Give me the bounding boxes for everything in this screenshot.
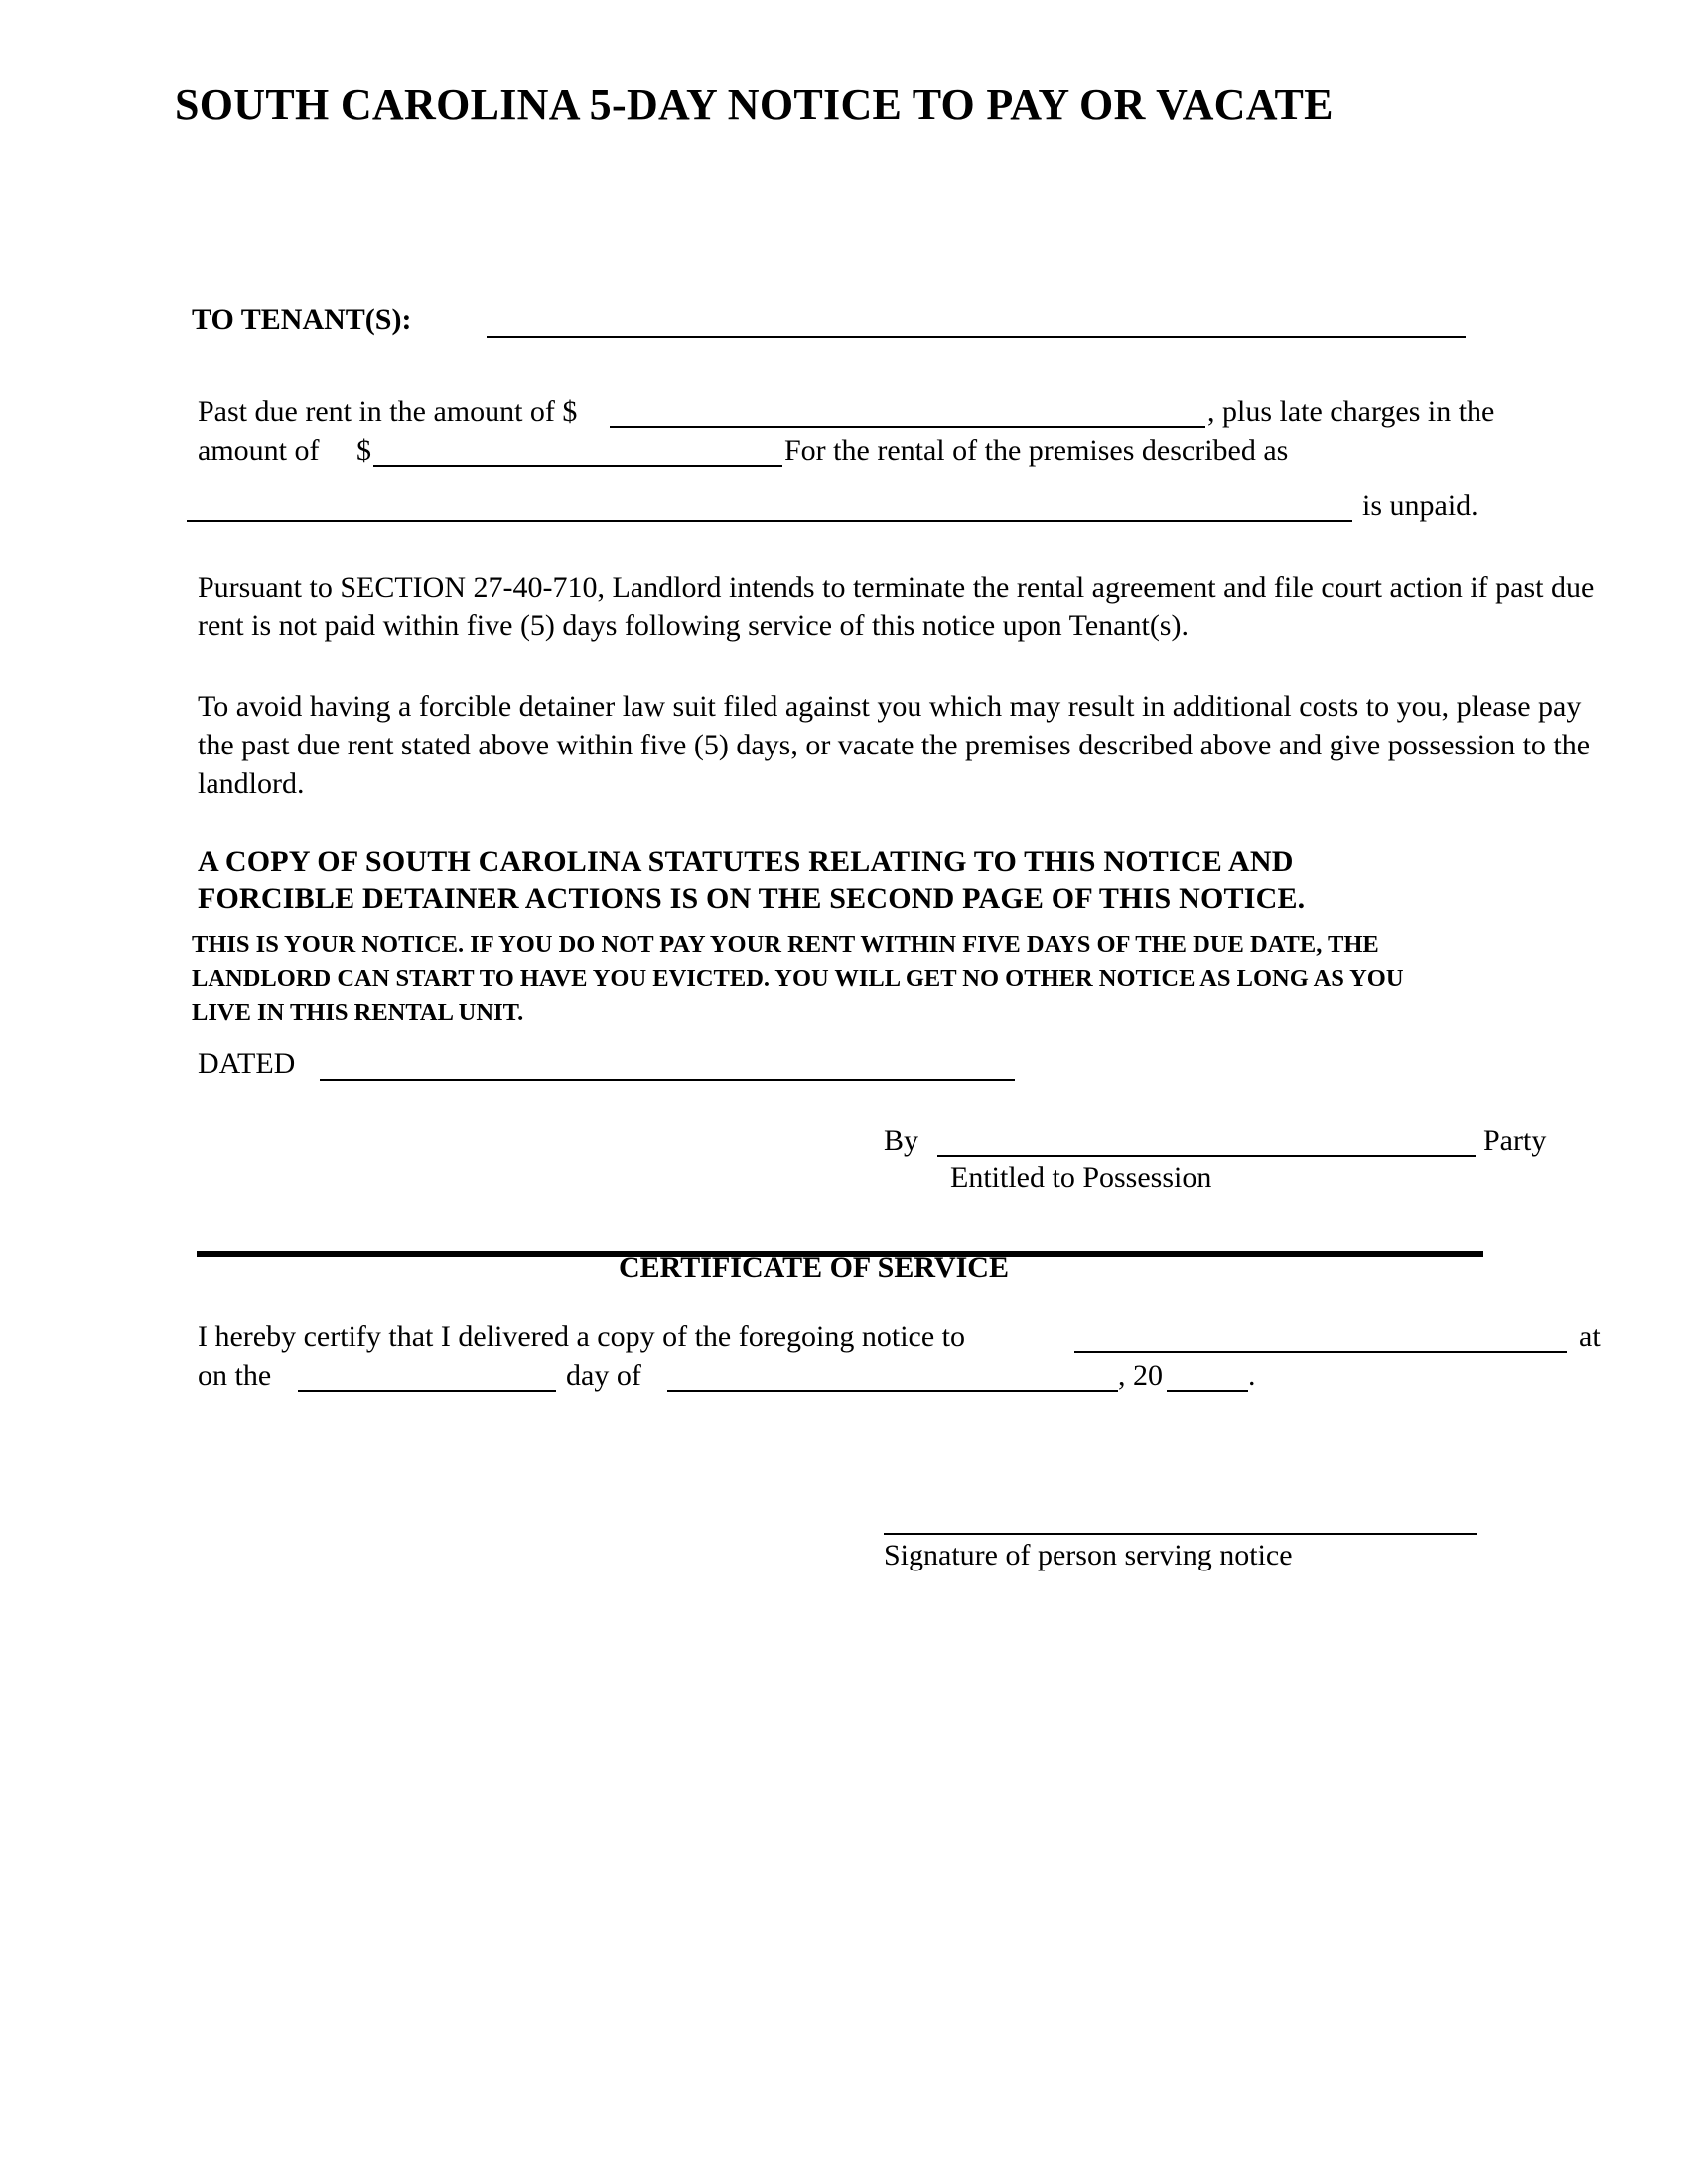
pursuant-paragraph: Pursuant to SECTION 27-40-710, Landlord intends to terminate the rental agreement and file court action if past due rent is not paid within five (5) days following service of this notice upon Tenant(s). (198, 571, 1595, 642)
tenant-name-field[interactable] (487, 336, 1466, 338)
amount-of-label: amount of (198, 434, 320, 467)
eviction-notice-line1: THIS IS YOUR NOTICE. IF YOU DO NOT PAY YOUR RENT WITHIN FIVE DAYS OF THE DUE DATE, THE (192, 931, 1379, 958)
on-the-label: on the (198, 1359, 272, 1392)
page-title: SOUTH CAROLINA 5-DAY NOTICE TO PAY OR VACATE (175, 80, 1334, 129)
party-label: Party (1483, 1124, 1547, 1157)
premises-description-field[interactable] (187, 520, 1352, 522)
eviction-notice-line3: LIVE IN THIS RENTAL UNIT. (192, 999, 524, 1025)
late-charges-amount-field[interactable] (373, 465, 782, 467)
server-signature-label: Signature of person serving notice (884, 1539, 1293, 1571)
past-due-amount-field[interactable] (610, 426, 1205, 428)
dated-label: DATED (198, 1047, 296, 1080)
statutes-notice-line1: A COPY OF SOUTH CAROLINA STATUTES RELATING TO THIS NOTICE AND (198, 845, 1294, 878)
period: . (1248, 1359, 1256, 1392)
eviction-notice-line2: LANDLORD CAN START TO HAVE YOU EVICTED. YOU WILL GET NO OTHER NOTICE AS LONG AS YOU (192, 965, 1404, 992)
tenant-label: TO TENANT(S): (192, 303, 412, 336)
server-signature-field[interactable] (884, 1533, 1477, 1535)
dated-field[interactable] (320, 1079, 1015, 1081)
avoid-paragraph: To avoid having a forcible detainer law suit filed against you which may result in additional costs to you, please pay the past due rent stated above within five (5) days, or vacate the premises described above and give possession to the landlord. (198, 690, 1591, 800)
late-charges-label: , plus late charges in the (1207, 395, 1495, 428)
at-label: at (1579, 1320, 1601, 1353)
certificate-heading: CERTIFICATE OF SERVICE (619, 1251, 1009, 1284)
service-day-field[interactable] (298, 1390, 556, 1392)
landlord-signature-field[interactable] (937, 1155, 1476, 1157)
is-unpaid-label: is unpaid. (1362, 489, 1478, 522)
service-year-field[interactable] (1167, 1390, 1248, 1392)
service-month-field[interactable] (667, 1390, 1118, 1392)
served-to-field[interactable] (1074, 1351, 1567, 1353)
by-label: By (884, 1124, 919, 1157)
premises-label: For the rental of the premises described as (784, 434, 1289, 467)
past-due-label: Past due rent in the amount of $ (198, 395, 578, 428)
entitled-label: Entitled to Possession (950, 1161, 1212, 1194)
dollar-sign: $ (356, 434, 371, 467)
certify-label: I hereby certify that I delivered a copy of the foregoing notice to (198, 1320, 966, 1353)
statutes-notice-line2: FORCIBLE DETAINER ACTIONS IS ON THE SECOND PAGE OF THIS NOTICE. (198, 883, 1306, 915)
year-prefix-label: , 20 (1118, 1359, 1163, 1392)
day-of-label: day of (566, 1359, 641, 1392)
